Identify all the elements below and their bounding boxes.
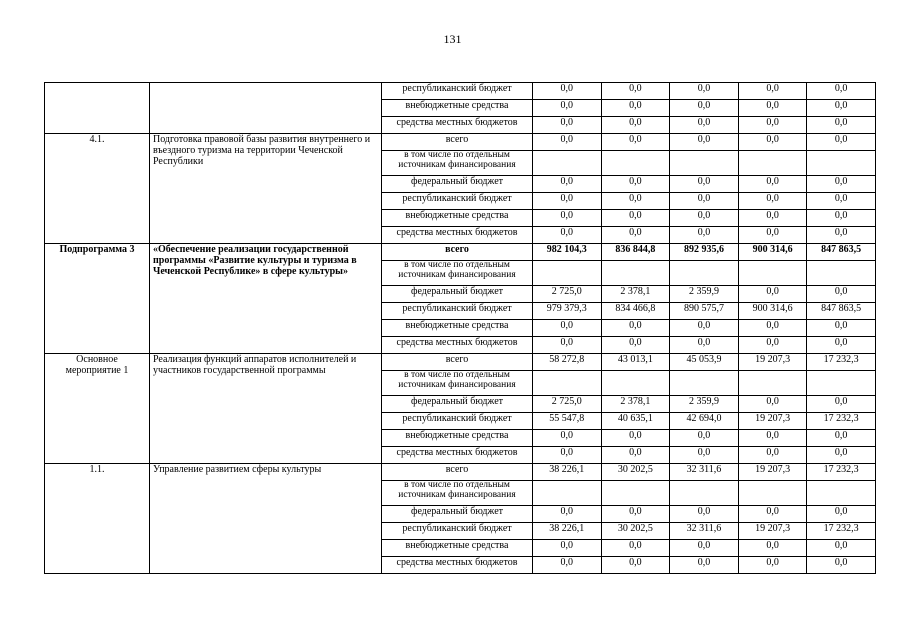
value-cell: 43 013,1 [601,354,670,371]
value-cell: 0,0 [807,337,876,354]
value-cell: 2 725,0 [533,286,602,303]
value-cell: 0,0 [807,193,876,210]
value-cell: 0,0 [601,134,670,151]
funding-source: республиканский бюджет [382,413,533,430]
value-cell [601,371,670,396]
value-cell: 0,0 [601,176,670,193]
value-cell: 0,0 [670,100,739,117]
value-cell: 45 053,9 [670,354,739,371]
funding-source: республиканский бюджет [382,523,533,540]
value-cell: 19 207,3 [738,354,807,371]
funding-source: внебюджетные средства [382,210,533,227]
value-cell: 19 207,3 [738,523,807,540]
value-cell: 17 232,3 [807,413,876,430]
value-cell: 0,0 [670,430,739,447]
funding-source: всего [382,354,533,371]
value-cell [738,261,807,286]
funding-source: всего [382,244,533,261]
value-cell: 0,0 [533,320,602,337]
value-cell: 0,0 [738,286,807,303]
item-name [150,83,382,134]
value-cell: 982 104,3 [533,244,602,261]
value-cell: 0,0 [601,100,670,117]
value-cell: 0,0 [738,117,807,134]
value-cell: 0,0 [533,430,602,447]
value-cell: 0,0 [601,193,670,210]
value-cell [533,151,602,176]
funding-source: средства местных бюджетов [382,447,533,464]
value-cell: 0,0 [533,540,602,557]
value-cell: 19 207,3 [738,464,807,481]
value-cell: 0,0 [738,447,807,464]
value-cell: 0,0 [807,227,876,244]
item-code: Основное мероприятие 1 [45,354,150,464]
item-code [45,83,150,134]
value-cell: 0,0 [670,117,739,134]
value-cell: 0,0 [670,193,739,210]
value-cell: 30 202,5 [601,464,670,481]
item-code: 4.1. [45,134,150,244]
value-cell: 0,0 [533,83,602,100]
funding-source: средства местных бюджетов [382,337,533,354]
value-cell: 0,0 [807,83,876,100]
value-cell [738,371,807,396]
value-cell: 0,0 [533,506,602,523]
value-cell: 0,0 [738,176,807,193]
value-cell: 0,0 [738,337,807,354]
value-cell: 0,0 [533,447,602,464]
value-cell: 0,0 [738,210,807,227]
value-cell: 0,0 [601,337,670,354]
table-body [45,83,876,574]
value-cell: 0,0 [601,540,670,557]
value-cell: 0,0 [670,320,739,337]
value-cell [670,371,739,396]
value-cell: 0,0 [670,447,739,464]
table-row [45,83,876,100]
value-cell: 0,0 [738,430,807,447]
page-number: 131 [443,32,462,46]
value-cell: 0,0 [601,506,670,523]
funding-source: внебюджетные средства [382,430,533,447]
value-cell: 979 379,3 [533,303,602,320]
funding-source: в том числе по отдельным источникам финансирования [382,261,533,286]
value-cell: 0,0 [670,210,739,227]
item-name: Реализация функций аппаратов исполнителей и участников государственной программы [150,354,382,464]
value-cell: 0,0 [533,557,602,574]
table-row [45,244,876,261]
value-cell: 0,0 [738,320,807,337]
value-cell: 2 378,1 [601,286,670,303]
value-cell: 836 844,8 [601,244,670,261]
value-cell: 900 314,6 [738,244,807,261]
value-cell [807,151,876,176]
value-cell: 30 202,5 [601,523,670,540]
funding-source: средства местных бюджетов [382,227,533,244]
value-cell: 0,0 [738,506,807,523]
value-cell: 0,0 [670,83,739,100]
funding-source: средства местных бюджетов [382,557,533,574]
value-cell: 32 311,6 [670,523,739,540]
value-cell [807,371,876,396]
value-cell: 0,0 [601,430,670,447]
value-cell: 0,0 [738,557,807,574]
value-cell: 0,0 [670,227,739,244]
funding-source: федеральный бюджет [382,396,533,413]
value-cell [807,481,876,506]
value-cell: 0,0 [533,176,602,193]
value-cell: 0,0 [807,286,876,303]
budget-table [44,82,876,574]
value-cell: 38 226,1 [533,464,602,481]
value-cell: 0,0 [670,557,739,574]
value-cell [670,481,739,506]
table-row [45,354,876,371]
item-code: Подпрограмма 3 [45,244,150,354]
value-cell [601,481,670,506]
table-row [45,464,876,481]
value-cell: 17 232,3 [807,354,876,371]
value-cell: 0,0 [807,540,876,557]
value-cell: 0,0 [670,540,739,557]
value-cell: 0,0 [738,83,807,100]
item-name: Подготовка правовой базы развития внутреннего и въездного туризма на территории Чеченской Республики [150,134,382,244]
value-cell: 38 226,1 [533,523,602,540]
value-cell [670,151,739,176]
value-cell: 0,0 [533,134,602,151]
funding-source: внебюджетные средства [382,540,533,557]
value-cell: 0,0 [533,100,602,117]
value-cell: 0,0 [738,396,807,413]
value-cell: 0,0 [807,396,876,413]
funding-source: всего [382,134,533,151]
value-cell: 0,0 [533,227,602,244]
value-cell [533,371,602,396]
value-cell: 0,0 [738,134,807,151]
funding-source: республиканский бюджет [382,303,533,320]
item-name: Управление развитием сферы культуры [150,464,382,574]
value-cell: 40 635,1 [601,413,670,430]
value-cell: 0,0 [601,117,670,134]
value-cell: 19 207,3 [738,413,807,430]
value-cell: 0,0 [807,447,876,464]
value-cell [738,481,807,506]
value-cell: 58 272,8 [533,354,602,371]
value-cell [670,261,739,286]
funding-source: республиканский бюджет [382,83,533,100]
value-cell: 847 863,5 [807,303,876,320]
value-cell: 0,0 [807,430,876,447]
value-cell: 0,0 [601,83,670,100]
value-cell: 0,0 [807,117,876,134]
table-row [45,134,876,151]
value-cell [533,261,602,286]
value-cell: 0,0 [601,210,670,227]
value-cell: 0,0 [738,227,807,244]
value-cell [807,261,876,286]
value-cell: 42 694,0 [670,413,739,430]
value-cell: 2 359,9 [670,396,739,413]
value-cell: 0,0 [738,540,807,557]
value-cell: 0,0 [601,320,670,337]
value-cell: 17 232,3 [807,523,876,540]
value-cell: 892 935,6 [670,244,739,261]
funding-source: в том числе по отдельным источникам финансирования [382,151,533,176]
value-cell: 900 314,6 [738,303,807,320]
value-cell: 0,0 [738,193,807,210]
funding-source: федеральный бюджет [382,506,533,523]
funding-source: в том числе по отдельным источникам финансирования [382,481,533,506]
value-cell: 0,0 [670,337,739,354]
value-cell: 0,0 [738,100,807,117]
value-cell: 2 378,1 [601,396,670,413]
funding-source: всего [382,464,533,481]
funding-source: средства местных бюджетов [382,117,533,134]
funding-source: республиканский бюджет [382,193,533,210]
value-cell: 847 863,5 [807,244,876,261]
value-cell: 0,0 [670,176,739,193]
value-cell [601,151,670,176]
value-cell: 2 725,0 [533,396,602,413]
value-cell: 0,0 [601,227,670,244]
value-cell: 32 311,6 [670,464,739,481]
value-cell: 0,0 [807,320,876,337]
value-cell: 55 547,8 [533,413,602,430]
value-cell: 0,0 [601,447,670,464]
value-cell: 0,0 [533,210,602,227]
value-cell: 0,0 [807,506,876,523]
value-cell [601,261,670,286]
funding-source: внебюджетные средства [382,320,533,337]
value-cell: 17 232,3 [807,464,876,481]
funding-source: федеральный бюджет [382,286,533,303]
value-cell: 0,0 [601,557,670,574]
value-cell: 0,0 [533,193,602,210]
item-name: «Обеспечение реализации государственной программы «Развитие культуры и туризма в Чеченской Республике» в сфере культуры» [150,244,382,354]
value-cell: 890 575,7 [670,303,739,320]
value-cell: 0,0 [807,557,876,574]
value-cell [738,151,807,176]
value-cell: 0,0 [807,176,876,193]
funding-source: внебюджетные средства [382,100,533,117]
value-cell: 0,0 [533,337,602,354]
value-cell: 0,0 [807,100,876,117]
item-code: 1.1. [45,464,150,574]
value-cell: 2 359,9 [670,286,739,303]
value-cell: 0,0 [533,117,602,134]
value-cell: 834 466,8 [601,303,670,320]
funding-source: федеральный бюджет [382,176,533,193]
value-cell [533,481,602,506]
value-cell: 0,0 [807,134,876,151]
value-cell: 0,0 [670,506,739,523]
value-cell: 0,0 [670,134,739,151]
funding-source: в том числе по отдельным источникам финансирования [382,371,533,396]
value-cell: 0,0 [807,210,876,227]
